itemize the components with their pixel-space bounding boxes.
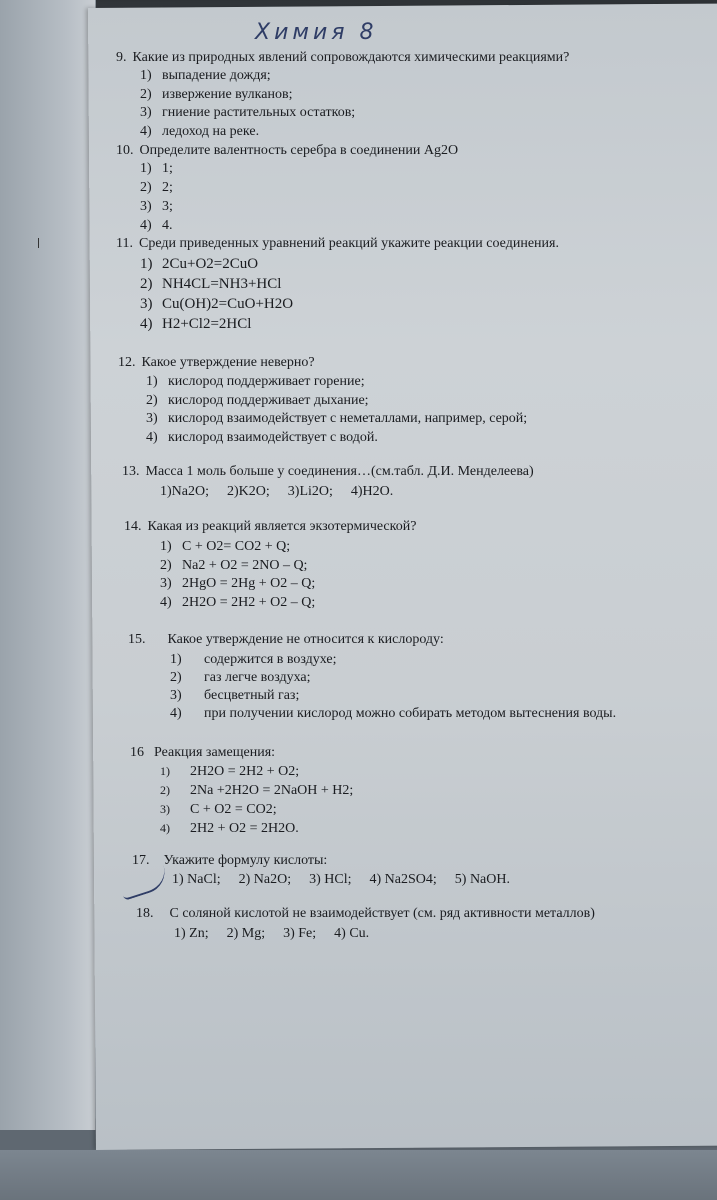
option-number: 1) bbox=[160, 539, 172, 554]
question-13 bbox=[122, 464, 534, 480]
option-number: 4) bbox=[140, 218, 152, 233]
question-number: 10. bbox=[116, 143, 134, 158]
option bbox=[140, 68, 271, 84]
option bbox=[146, 393, 369, 409]
option bbox=[170, 670, 311, 686]
option-text: кислород взаимодействует с неметаллами, например, серой; bbox=[168, 411, 528, 426]
option-number: 4) bbox=[140, 124, 152, 139]
option-number: 3) bbox=[146, 411, 158, 426]
question-10 bbox=[116, 143, 458, 159]
question-number: 17. bbox=[132, 853, 150, 868]
option-number: 2) bbox=[170, 670, 182, 685]
option: 1) NaCl; bbox=[172, 872, 221, 887]
option bbox=[140, 180, 173, 196]
option-text: H2+Cl2=2HCl bbox=[162, 316, 252, 332]
option-number: 3) bbox=[170, 688, 182, 703]
option bbox=[140, 105, 355, 121]
option-number: 3) bbox=[140, 296, 153, 312]
option-number: 4) bbox=[170, 706, 182, 721]
question-number: 11. bbox=[116, 236, 133, 251]
question-text: Определите валентность серебра в соединении Ag2O bbox=[139, 143, 459, 158]
question-number: 18. bbox=[136, 906, 154, 921]
inline-options bbox=[174, 926, 387, 942]
option-text: C + O2= CO2 + Q; bbox=[182, 539, 291, 554]
option bbox=[140, 218, 173, 234]
option-text: выпадение дождя; bbox=[162, 68, 271, 83]
option-text: 2H2 + O2 = 2H2O. bbox=[190, 821, 299, 836]
question-text: Масса 1 моль больше у соединения…(см.табл. Д.И. Менделеева) bbox=[145, 464, 534, 479]
option-text: Na2 + O2 = 2NO – Q; bbox=[182, 558, 308, 573]
option-text: ледоход на реке. bbox=[162, 124, 260, 139]
option: 1) Zn; bbox=[174, 926, 209, 941]
option-text: 2H2O = 2H2 + O2 – Q; bbox=[182, 595, 316, 610]
option bbox=[160, 802, 277, 818]
option bbox=[160, 558, 307, 574]
question-16 bbox=[130, 745, 275, 761]
option-text: гниение растительных остатков; bbox=[162, 105, 356, 120]
option-number: 3) bbox=[140, 199, 152, 214]
option-number: 4) bbox=[160, 821, 170, 835]
option bbox=[140, 296, 293, 313]
option bbox=[170, 688, 299, 704]
option-text: кислород поддерживает горение; bbox=[168, 374, 365, 389]
question-number: 9. bbox=[116, 50, 127, 65]
option-text: при получении кислород можно собирать методом вытеснения воды. bbox=[204, 706, 617, 721]
option-text: 2HgO = 2Hg + O2 – Q; bbox=[182, 576, 316, 591]
question-number: 12. bbox=[118, 355, 136, 370]
option bbox=[146, 430, 378, 446]
option: 3)Li2O; bbox=[287, 484, 333, 499]
question-text: Среди приведенных уравнений реакций укажите реакции соединения. bbox=[138, 236, 559, 251]
question-text: Какое утверждение неверно? bbox=[141, 355, 315, 370]
option-text: 2H2O = 2H2 + O2; bbox=[190, 764, 300, 779]
question-text: С соляной кислотой не взаимодействует (см. ряд активности металлов) bbox=[169, 906, 595, 921]
option bbox=[170, 706, 616, 722]
option bbox=[160, 539, 290, 555]
option-number: 1) bbox=[140, 256, 153, 272]
option-text: 2; bbox=[162, 180, 173, 195]
option-text: кислород взаимодействует с водой. bbox=[168, 430, 378, 445]
question-number: 13. bbox=[122, 464, 140, 479]
question-17 bbox=[132, 853, 327, 869]
option: 3) Fe; bbox=[283, 926, 317, 941]
option: 1)Na2O; bbox=[160, 484, 209, 499]
option-number: 2) bbox=[140, 276, 153, 292]
option bbox=[140, 256, 258, 273]
question-text: Какие из природных явлений сопровождаются химическими реакциями? bbox=[132, 50, 570, 65]
option: 4)H2O. bbox=[350, 484, 394, 499]
option-number: 3) bbox=[140, 105, 152, 120]
option: 2)K2O; bbox=[227, 484, 270, 499]
option-text: содержится в воздухе; bbox=[204, 652, 337, 667]
option-text: 2Cu+O2=2CuO bbox=[162, 256, 259, 272]
option bbox=[160, 595, 315, 611]
option bbox=[160, 783, 353, 799]
handwritten-header: Химия 8 bbox=[255, 20, 378, 45]
option bbox=[140, 87, 292, 103]
option bbox=[160, 764, 299, 780]
question-14 bbox=[124, 519, 416, 535]
option-text: NH4CL=NH3+HCl bbox=[162, 276, 282, 292]
option-number: 3) bbox=[160, 802, 170, 816]
option bbox=[140, 161, 173, 177]
option: 2) Mg; bbox=[226, 926, 266, 941]
option bbox=[170, 652, 337, 668]
option-text: кислород поддерживает дыхание; bbox=[168, 393, 369, 408]
option: 5) NaOH. bbox=[454, 872, 510, 887]
inline-options bbox=[160, 484, 411, 500]
option-text: извержение вулканов; bbox=[162, 87, 293, 102]
question-18 bbox=[136, 906, 595, 922]
option bbox=[160, 576, 315, 592]
option-number: 3) bbox=[160, 576, 172, 591]
option-number: 2) bbox=[140, 87, 152, 102]
option-text: бесцветный газ; bbox=[204, 688, 300, 703]
question-text: Какая из реакций является экзотермической? bbox=[147, 519, 417, 534]
inline-options bbox=[172, 872, 528, 888]
option-number: 2) bbox=[140, 180, 152, 195]
option-number: 4) bbox=[140, 316, 153, 332]
option: 4) Cu. bbox=[334, 926, 370, 941]
option-number: 1) bbox=[140, 68, 152, 83]
option-text: 2Na +2H2O = 2NaOH + H2; bbox=[190, 783, 354, 798]
option-number: 1) bbox=[170, 652, 182, 667]
question-text: Какое утверждение не относится к кислороду: bbox=[167, 632, 444, 647]
option-number: 4) bbox=[160, 595, 172, 610]
question-11 bbox=[116, 236, 559, 252]
option bbox=[140, 276, 281, 293]
option-text: 3; bbox=[162, 199, 173, 214]
question-number: 16 bbox=[130, 745, 144, 760]
option-number: 1) bbox=[160, 764, 170, 778]
option-number: 1) bbox=[140, 161, 152, 176]
option-number: 1) bbox=[146, 374, 158, 389]
option bbox=[160, 821, 299, 837]
option bbox=[140, 199, 173, 215]
option-number: 2) bbox=[160, 558, 172, 573]
option-text: C + O2 = CO2; bbox=[190, 802, 277, 817]
question-number: 14. bbox=[124, 519, 142, 534]
option-number: 4) bbox=[146, 430, 158, 445]
question-text: Реакция замещения: bbox=[154, 745, 276, 760]
option bbox=[140, 316, 251, 333]
option bbox=[146, 411, 527, 427]
option: 4) Na2SO4; bbox=[369, 872, 437, 887]
question-9 bbox=[116, 50, 569, 66]
question-15 bbox=[128, 632, 444, 648]
question-text: Укажите формулу кислоты: bbox=[163, 853, 328, 868]
option: 3) HCl; bbox=[309, 872, 352, 887]
option-text: 1; bbox=[162, 161, 173, 176]
option bbox=[146, 374, 365, 390]
option: 2) Na2O; bbox=[238, 872, 292, 887]
option bbox=[140, 124, 259, 140]
option-text: газ легче воздуха; bbox=[204, 670, 311, 685]
option-text: 4. bbox=[162, 218, 173, 233]
question-12 bbox=[118, 355, 315, 371]
question-number: 15. bbox=[128, 632, 146, 647]
option-number: 2) bbox=[160, 783, 170, 797]
option-number: 2) bbox=[146, 393, 158, 408]
option-text: Cu(OH)2=CuO+H2O bbox=[162, 296, 294, 312]
